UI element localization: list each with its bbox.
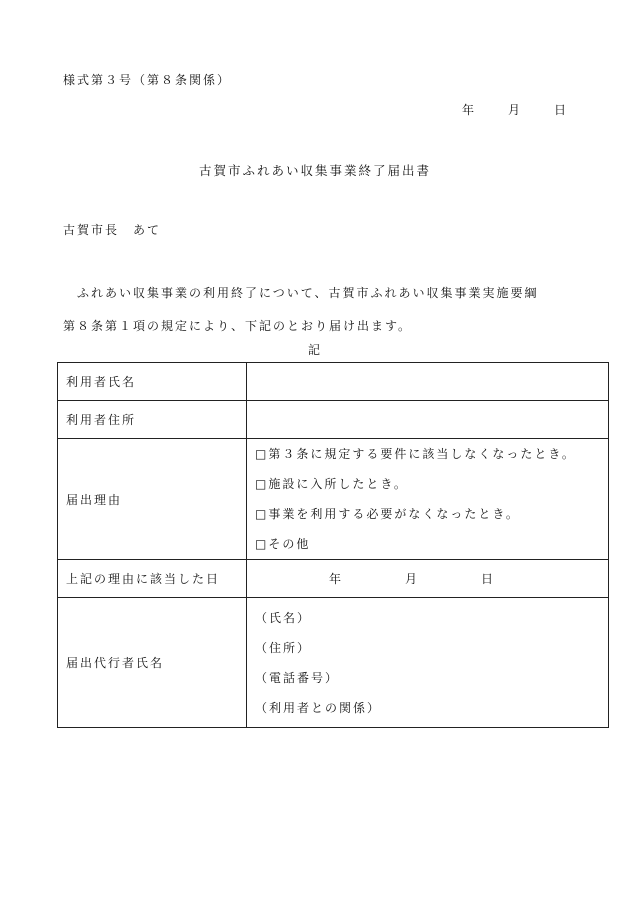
row-proxy xyxy=(58,598,609,728)
form-number: 様式第３号（第８条関係） xyxy=(63,73,232,87)
reason-options xyxy=(247,439,609,560)
reason-date-label: 上記の理由に該当した日 xyxy=(58,560,247,598)
user-name-label: 利用者氏名 xyxy=(58,363,247,401)
date-year: 年 xyxy=(462,103,477,117)
user-address-field[interactable] xyxy=(247,401,609,439)
row-reason-date xyxy=(58,560,609,598)
body-paragraph xyxy=(63,277,539,343)
reason-date-day: 日 xyxy=(480,572,495,586)
addressee: 古賀市長 あて xyxy=(63,223,162,237)
reason-label: 届出理由 xyxy=(58,439,247,560)
reason-option-requirement[interactable]: □第３条に規定する要件に該当しなくなったとき。 xyxy=(255,447,576,461)
proxy-relationship-field[interactable]: （利用者との関係） xyxy=(255,700,382,715)
row-user-name xyxy=(58,363,609,401)
reason-option-unneeded[interactable]: □事業を利用する必要がなくなったとき。 xyxy=(255,507,520,521)
row-reason xyxy=(58,439,609,560)
row-user-address xyxy=(58,401,609,439)
proxy-name-field[interactable]: （氏名） xyxy=(255,610,312,625)
reason-option-facility[interactable]: □施設に入所したとき。 xyxy=(255,477,408,491)
ki-heading: 記 xyxy=(307,343,322,357)
date-month: 月 xyxy=(508,103,523,117)
submission-date xyxy=(462,101,568,118)
proxy-label: 届出代行者氏名 xyxy=(58,598,247,728)
body-line-1: ふれあい収集事業の利用終了について、古賀市ふれあい収集事業実施要綱 xyxy=(77,286,539,300)
body-line-2: 第８条第１項の規定により、下記のとおり届け出ます。 xyxy=(63,319,413,333)
date-day: 日 xyxy=(554,103,569,117)
proxy-phone-field[interactable]: （電話番号） xyxy=(255,670,340,685)
user-address-label: 利用者住所 xyxy=(58,401,247,439)
reason-date-month: 月 xyxy=(404,572,419,586)
proxy-fields xyxy=(247,598,609,728)
notification-form-table xyxy=(57,362,609,728)
document-title: 古賀市ふれあい収集事業終了届出書 xyxy=(198,163,431,178)
reason-date-year: 年 xyxy=(328,572,343,586)
proxy-address-field[interactable]: （住所） xyxy=(255,640,312,655)
reason-option-other[interactable]: □その他 xyxy=(255,537,311,551)
reason-date-field[interactable] xyxy=(247,560,609,598)
user-name-field[interactable] xyxy=(247,363,609,401)
